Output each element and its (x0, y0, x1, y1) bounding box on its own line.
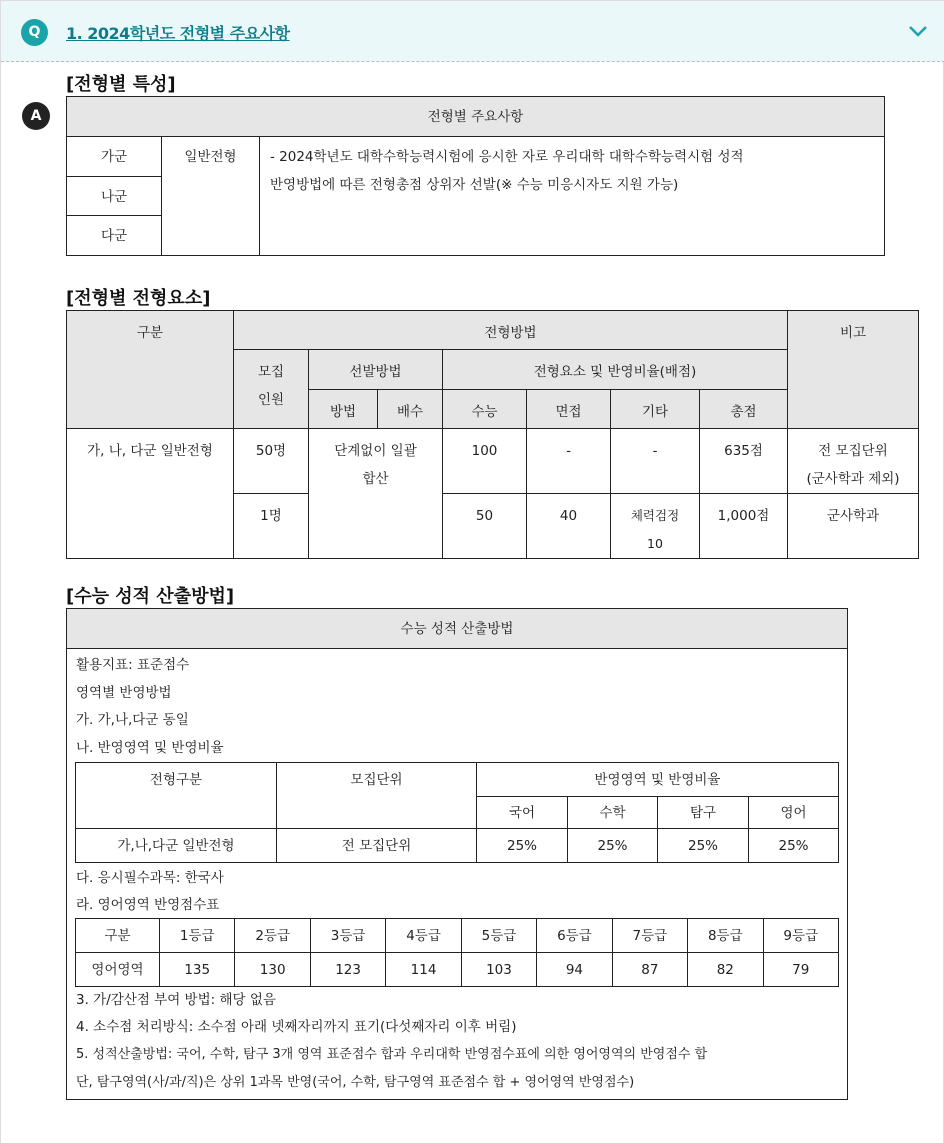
text-line: 단, 탐구영역(사/과/직)은 상위 1과목 반영(국어, 수학, 탐구영역 표준점수 합 + 영어영역 반영점수) (76, 1075, 635, 1090)
characteristics-table (66, 96, 885, 256)
ratio-cell: 25% (568, 829, 658, 863)
grade-header: 6등급 (537, 919, 612, 953)
description-cell (260, 137, 885, 256)
desc-line: 반영방법에 따른 전형총점 상위자 선발(※ 수능 미응시자도 지원 가능) (270, 177, 679, 193)
unit-cell: 전 모집단위 (277, 829, 477, 863)
header-mult: 배수 (378, 390, 443, 429)
score-cell: 94 (537, 953, 612, 987)
ratio-cell: 25% (477, 829, 568, 863)
text-line: 3. 가/감산점 부여 방법: 해당 없음 (76, 992, 276, 1008)
quota-cell: 1명 (234, 494, 309, 559)
header-elements: 전형요소 및 반영비율(배점) (443, 350, 788, 390)
note-cell: 전 모집단위 (군사학과 제외) (788, 429, 919, 494)
group-cell: 다군 (67, 216, 162, 256)
note-cell: 군사학과 (788, 494, 919, 559)
text-line: 나. 반영영역 및 반영비율 (76, 740, 224, 756)
type-cell: 가,나,다군 일반전형 (76, 829, 277, 863)
grade-header: 5등급 (461, 919, 536, 953)
grade-header: 2등급 (235, 919, 310, 953)
score-cell: 123 (310, 953, 385, 987)
header-csat: 수능 (443, 390, 527, 429)
header-select: 선발방법 (309, 350, 443, 390)
text-line: 라. 영어영역 반영점수표 (76, 897, 220, 913)
section-title-elements: [전형별 전형요소] (66, 288, 211, 309)
grade-header: 9등급 (763, 919, 839, 953)
section-title-characteristics: [전형별 특성] (66, 74, 176, 95)
grade-header: 3등급 (310, 919, 385, 953)
grade-header: 7등급 (612, 919, 687, 953)
interview-cell: - (527, 429, 611, 494)
header-how: 방법 (309, 390, 378, 429)
header-note: 비고 (788, 311, 919, 429)
grade-header: 8등급 (688, 919, 763, 953)
ratio-cell: 25% (658, 829, 749, 863)
csat-calc-box (66, 608, 848, 1100)
answer-badge: A (22, 102, 50, 130)
box-header: 수능 성적 산출방법 (67, 609, 847, 649)
subject-header: 국어 (477, 797, 568, 829)
table-row (67, 429, 919, 494)
header-quota: 모집 인원 (234, 350, 309, 429)
question-title-link[interactable]: 1. 2024학년도 전형별 주요사항 (66, 24, 290, 43)
header-type: 전형구분 (76, 763, 277, 829)
text-line: 활용지표: 표준점수 (76, 657, 190, 673)
header-other: 기타 (611, 390, 700, 429)
grade-header: 1등급 (160, 919, 235, 953)
interview-cell: 40 (527, 494, 611, 559)
text-line: 다. 응시필수과목: 한국사 (76, 870, 224, 886)
english-score-table (75, 918, 839, 987)
subject-header: 수학 (568, 797, 658, 829)
section-title-csat: [수능 성적 산출방법] (66, 586, 235, 607)
header-ratio: 반영영역 및 반영비율 (477, 763, 839, 797)
select-method-cell: 단계없이 일괄 합산 (309, 429, 443, 559)
question-badge: Q (21, 19, 48, 46)
score-cell: 82 (688, 953, 763, 987)
group-cell: 나군 (67, 177, 162, 216)
csat-cell: 100 (443, 429, 527, 494)
subject-header: 탐구 (658, 797, 749, 829)
score-cell: 87 (612, 953, 687, 987)
text-line: 5. 성적산출방법: 국어, 수학, 탐구 3개 영역 표준점수 합과 우리대학 반영점수표에 의한 영어영역의 반영점수 합 (76, 1047, 708, 1062)
table-row (76, 953, 839, 987)
group-cell: 가군 (67, 137, 162, 177)
quota-cell: 50명 (234, 429, 309, 494)
total-cell: 1,000점 (700, 494, 788, 559)
type-cell: 일반전형 (162, 137, 260, 256)
table-row (76, 829, 839, 863)
subject-header: 영어 (749, 797, 839, 829)
score-cell: 103 (461, 953, 536, 987)
desc-line: - 2024학년도 대학수학능력시험에 응시한 자로 우리대학 대학수학능력시험 성적 (270, 149, 744, 165)
header-interview: 면접 (527, 390, 611, 429)
score-cell: 79 (763, 953, 839, 987)
chevron-down-icon[interactable] (907, 21, 929, 41)
elements-table (66, 310, 919, 559)
question-header[interactable] (1, 0, 944, 62)
total-cell: 635점 (700, 429, 788, 494)
header-method: 전형방법 (234, 311, 788, 350)
text-line: 영역별 반영방법 (76, 685, 172, 701)
ratio-table (75, 762, 839, 863)
score-cell: 114 (386, 953, 461, 987)
text-line: 4. 소수점 처리방식: 소수점 아래 넷째자리까지 표기(다섯째자리 이후 버림) (76, 1019, 517, 1035)
header-unit: 모집단위 (277, 763, 477, 829)
score-cell: 130 (235, 953, 310, 987)
header-gubun: 구분 (67, 311, 234, 429)
other-cell: - (611, 429, 700, 494)
table-header: 전형별 주요사항 (67, 97, 885, 137)
csat-cell: 50 (443, 494, 527, 559)
header-total: 총점 (700, 390, 788, 429)
ratio-cell: 25% (749, 829, 839, 863)
header-label: 구분 (76, 919, 160, 953)
row-label: 영어영역 (76, 953, 160, 987)
score-cell: 135 (160, 953, 235, 987)
text-line: 가. 가,나,다군 동일 (76, 712, 189, 728)
other-cell: 체력검정 10 (611, 494, 700, 559)
row-label: 가, 나, 다군 일반전형 (67, 429, 234, 559)
grade-header: 4등급 (386, 919, 461, 953)
